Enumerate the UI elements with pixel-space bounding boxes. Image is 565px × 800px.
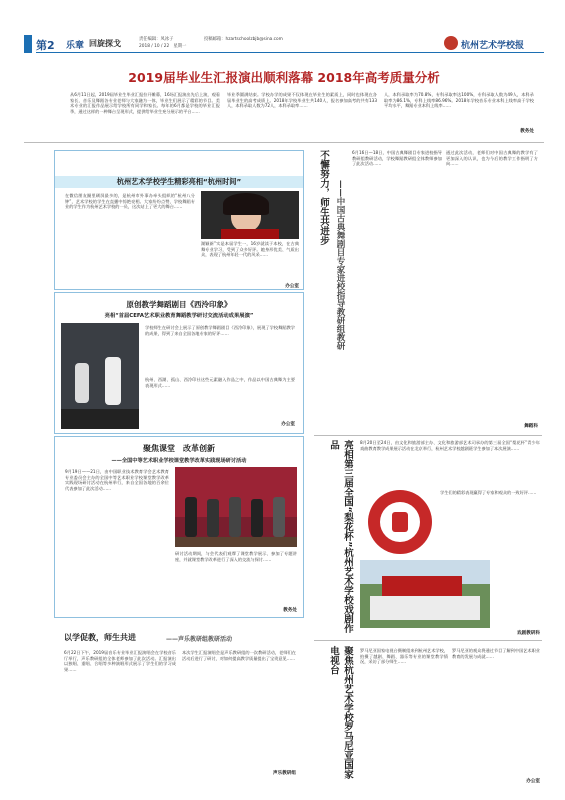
school-emblem-photo [368, 490, 432, 554]
story-box-hangzhou-time [54, 150, 304, 290]
story3-text: 9月19日——21日，由中国职业技术教育学会艺术教育专业委员会主办的全国中等艺术职业学校课堂教学改革实践现场研讨活动在杭州举行，来自全国各地的百余位代表参加了此次活动…… [65, 469, 169, 491]
story4-author: 声乐教研组 [273, 771, 296, 776]
lead-col-2: 毕业季圆满结束。学校办学的成果不仅体现在毕业生的素质上，同时也体现在各届毕业生的高考成绩上。2018年学校毕业生共140人，报名参加高考的共有133人，本科录取人数为72人，本科录取率…… [227, 92, 377, 109]
email-label: 投稿邮箱：hzartschoolzbjb@sina.com [204, 37, 283, 42]
story-box-xiling [54, 292, 304, 434]
story5-title: 不懈努力，师生共进步 [318, 150, 329, 245]
story3-title: 聚焦课堂 改革创新 [143, 444, 215, 453]
school-logo-icon [444, 36, 458, 50]
dance-performance-photo [61, 323, 139, 429]
story2-title: 原创教学舞蹈剧目《西泠印象》 [126, 300, 232, 309]
story5-author: 舞蹈科 [524, 424, 538, 429]
story1-title: 杭州艺术学校学生精彩亮相“杭州时间” [116, 177, 242, 186]
story4-text: 6月22日下午，2019届音乐专业毕业汇报演唱会在学校音乐厅举行，声乐教研组的全体老师参加了此次活动。汇报演出以独唱、重唱、合唱等多种演唱形式展示了学生们的学习成果…… [64, 650, 176, 672]
lead-col-3: 人，本科录取率为70.8%，专科录取率达100%，专科录取人数为49人，本科录取率为86.1%，专科上线率86.96%。2018年学校音乐专业本科上线率高于学校平均水平，舞蹈专业本科上线率…… [384, 92, 534, 109]
lead-col-1: 从6月11日起，2019届毕业生毕业汇报拉开帷幕，16场汇报演出先后上演，观看家长、音乐及舞蹈各专业老师与大家融为一体，毕业生们展示了精彩的节目。美术专业的汇报作品展示给学校所有同学和家长。每年的6月都是学校的毕业汇报季，通过这样的一种舞台呈现形式，提供给毕业生充分展示的平台…… [70, 92, 220, 114]
story1-text-2: 湖颖新”实是本届学生一，16岁就读于本校，在古典舞专业学习，受到了众多好评。她身形优美、气质出众，表现了杭州年轻一代的风采…… [201, 241, 299, 258]
story2-text-2: 杭州、西湖、孤山、西泠印社这些元素融入作品之中，作品以中国古典舞为主要表现形式…… [145, 377, 295, 388]
story-box-vocal-teaching [54, 632, 302, 782]
story5-subtitle: ——中国古典舞剧目专家进校指导教研组教研 [335, 180, 345, 350]
story6-title: 亮相第三届全国“梨花杯”杭州艺术学校戏剧作品 [328, 440, 353, 633]
page-header [24, 35, 544, 53]
story6-author: 戏剧教研科 [517, 631, 540, 636]
story3-text-2: 研讨活动期间，与会代表们观摩了课堂教学展示、参加了专题讲座，并就课堂教学改革进行了深入的交流与探讨…… [175, 551, 297, 562]
header-rule [36, 52, 544, 53]
story2-text: 学校师生在研讨会上展示了原创教学舞蹈剧目《西泠印象》，展现了学校舞蹈教学的成果，得到了来自全国各地专家的好评…… [145, 325, 295, 336]
story2-subtitle: 亮相“首届CEFA艺术职业教育舞蹈教学研讨交流活动成果展演” [104, 313, 254, 319]
story7-title: 聚焦杭州艺术学校罗马尼亚国家电视台 [328, 646, 353, 779]
story5-text: 6月16日—18日，中国古典舞剧目专家进校指导教研组教研活动，学校舞蹈教研组全体教师参加了此次活动…… [352, 150, 442, 167]
story2-author: 办公室 [281, 422, 295, 427]
story7-author: 办公室 [526, 779, 540, 784]
page-number: 第2 [36, 39, 55, 52]
column-name: 回旋探戈 [89, 39, 121, 48]
story3-subtitle: ——全国中等艺术职业学校课堂教学改革实践现场研讨活动 [111, 458, 247, 464]
header-bar [24, 35, 32, 53]
section-name: 乐章 [66, 41, 85, 51]
story5-text-2: 通过此次活动，老师们对中国古典舞的教学有了更加深入的认识，也为今后的教学工作指明了方向…… [446, 150, 538, 167]
student-portrait-photo [201, 191, 299, 239]
story7-text: 罗马尼亚国家电视台摄制组来到杭州艺术学校，拍摄了越剧、舞蹈、器乐等专业的课堂教学情况，采访了部分师生…… [360, 648, 448, 665]
forum-group-photo [175, 467, 297, 547]
editor-label: 责任编辑：凤冰子 [139, 37, 174, 42]
lead-divider [24, 142, 544, 143]
story3-author: 教务处 [283, 608, 297, 613]
story1-text: 在微信朋友圈里刷屏最多的，是杭州市外事办牵头组织的“杭州八分钟”，艺术学校的学生在直播中惊艳亮相。大家纷纷点赞，学校舞蹈专业的学生作为杭州艺术学校的一员，这次站上了更大的舞台…… [65, 193, 195, 210]
main-headline: 2019届毕业生汇报演出顺利落幕 2018年高考质量分析 [128, 70, 440, 85]
story6-text-2: 学生们的精彩表现赢得了专家和观众的一致好评…… [440, 490, 537, 495]
story6-text: 8月20日至24日，由文化和旅游部主办、文化和旅游部艺术司承办的第三届全国“梨花杯”青少年戏曲教育教学成果展示活动在北京举行，杭州艺术学校越剧班学生参加了本次展演…… [360, 440, 540, 451]
story4-subtitle: ——声乐教研组教研活动 [166, 636, 233, 643]
right-divider-1 [314, 435, 542, 436]
opera-troupe-photo [360, 560, 490, 628]
story-box-classroom-reform [54, 436, 304, 618]
story4-text-2: 本次学生汇报演唱会是声乐教研组的一次教研活动，老师们在活动后进行了研讨，对如何提高教学质量提出了宝贵意见…… [182, 650, 296, 661]
story4-title: 以学促教，师生共进 [64, 633, 136, 642]
paper-name: 杭州艺术学校报 [461, 41, 525, 51]
story1-author: 办公室 [285, 284, 299, 289]
date-label: 2018 / 10 / 22 星期一 [139, 44, 187, 49]
story7-text-2: 罗马尼亚的观众将通过节目了解到中国艺术职业教育的发展与成就…… [452, 648, 540, 659]
right-divider-2 [314, 640, 542, 641]
lead-author: 教务处 [520, 129, 534, 134]
